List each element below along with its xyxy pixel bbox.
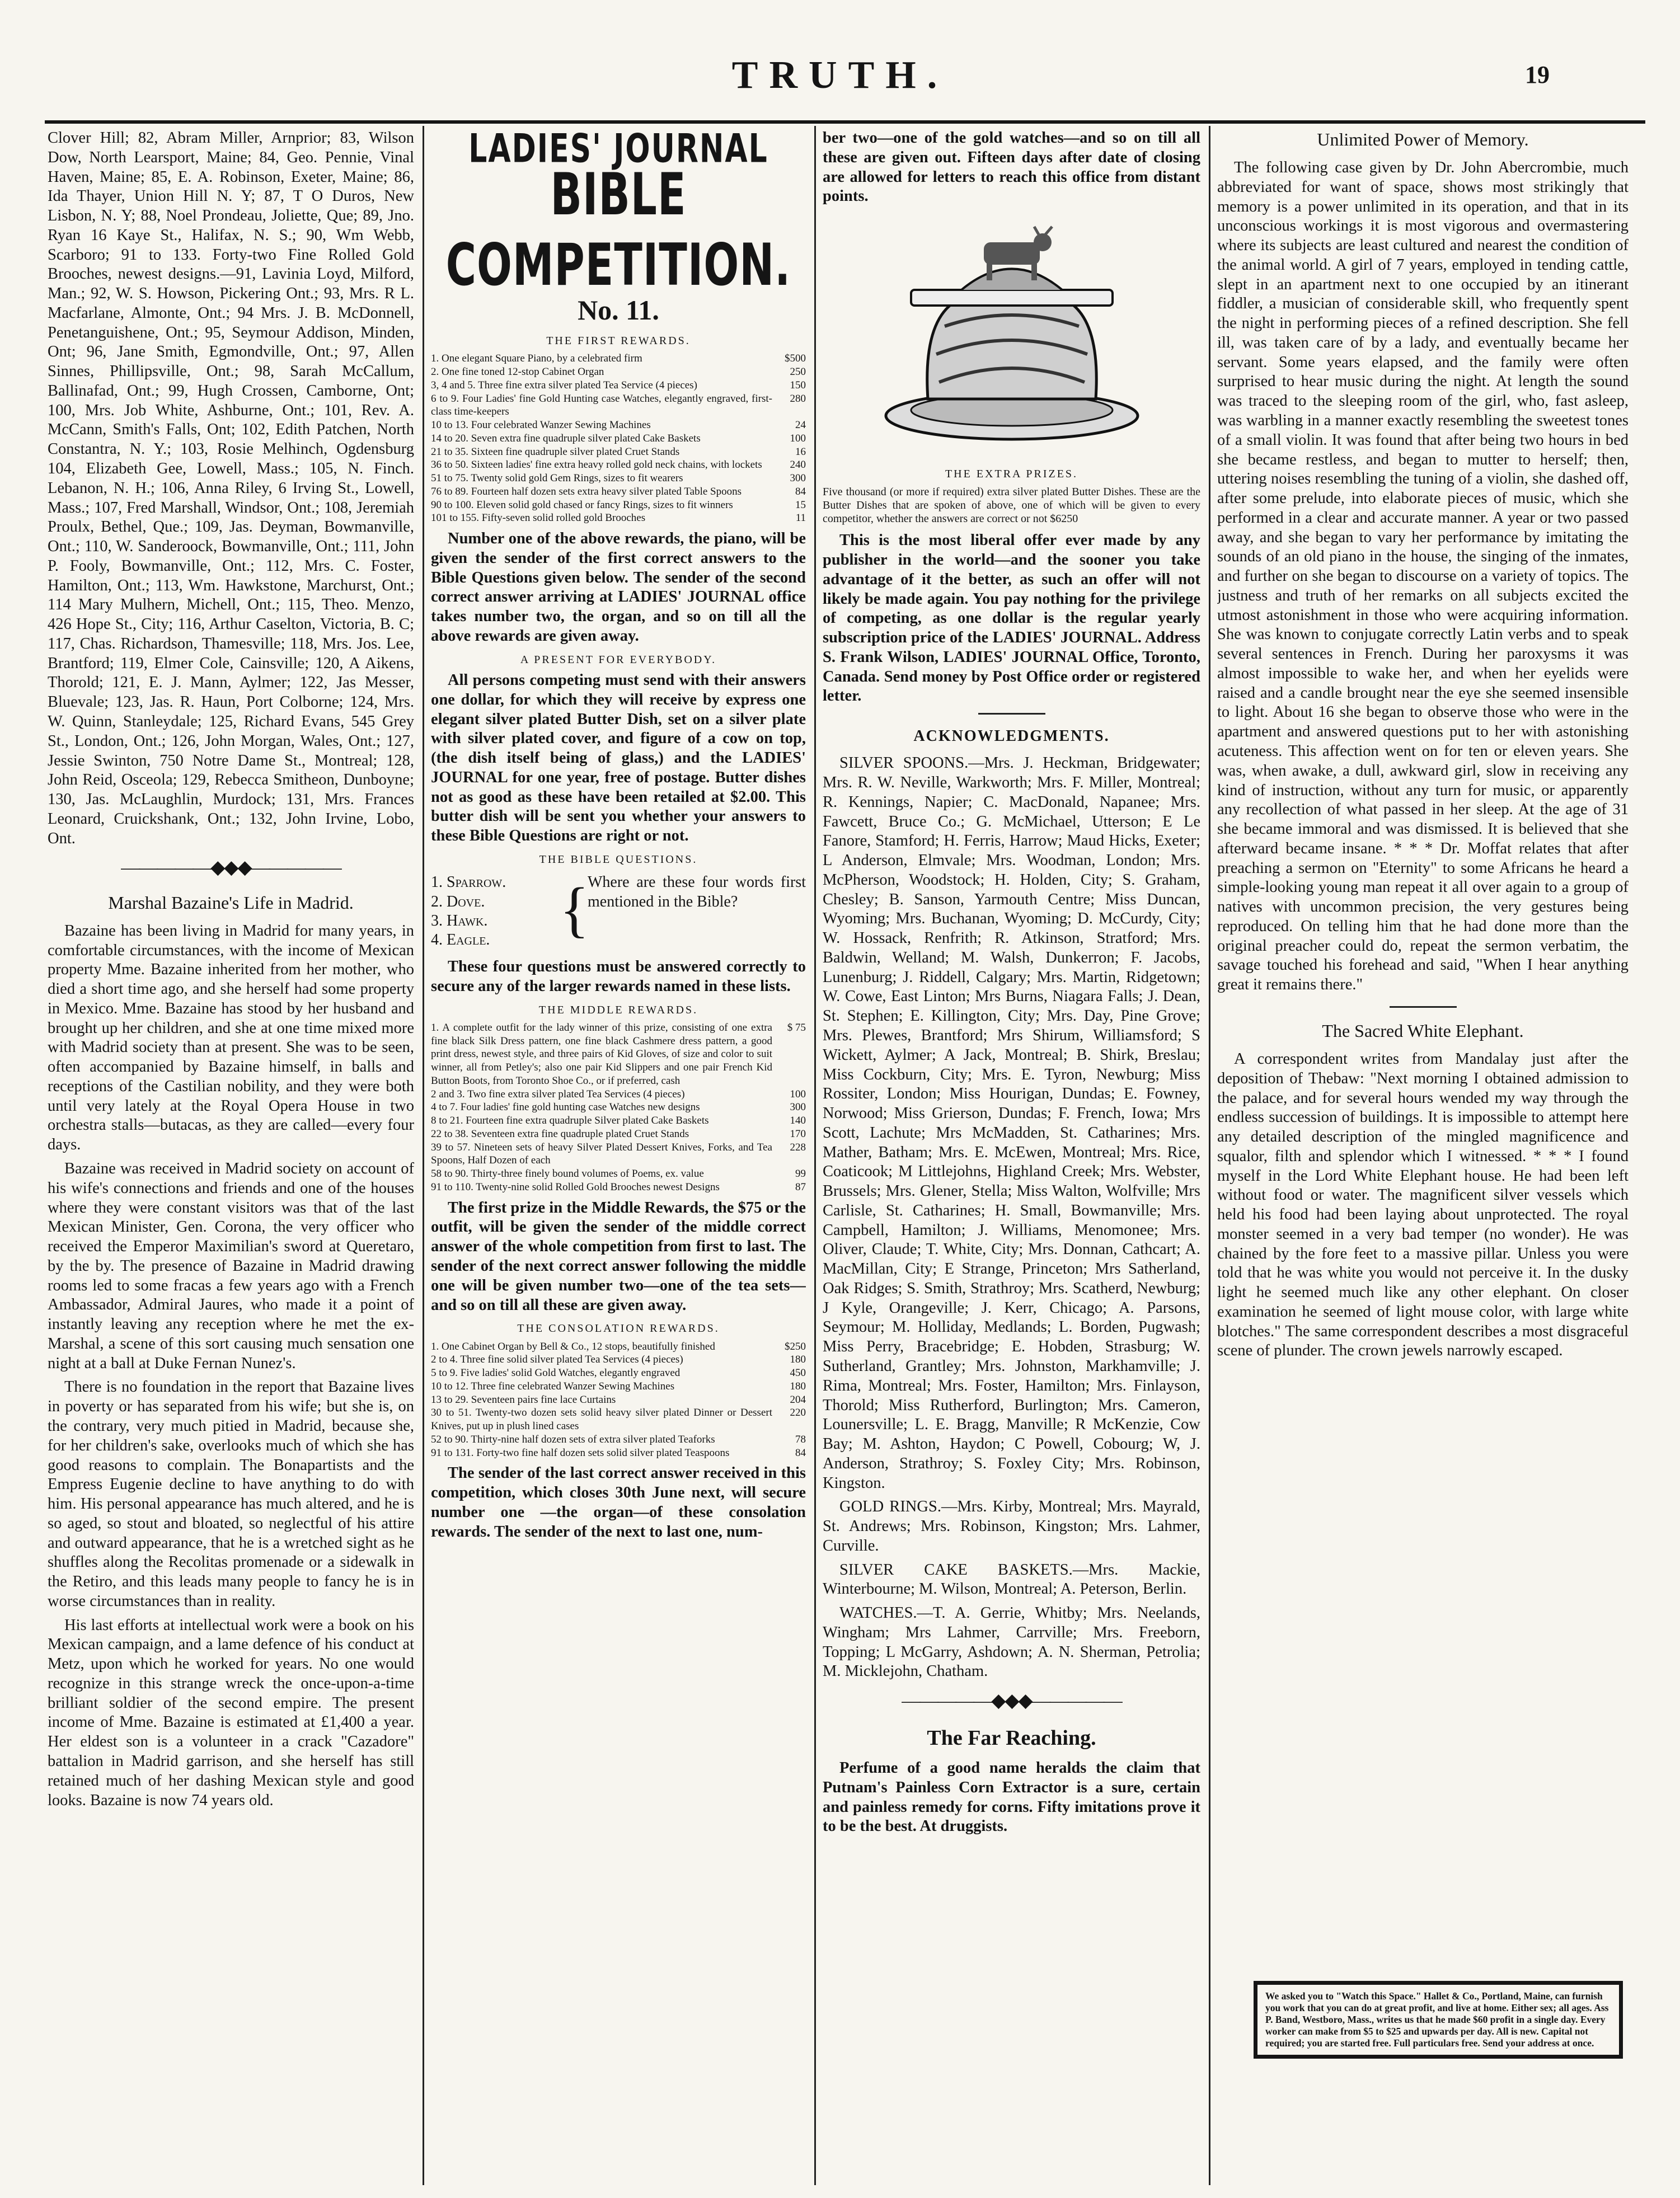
reward-row: 3, 4 and 5. Three fine extra silver plated Tea Service (4 pieces) 150 bbox=[431, 379, 806, 391]
reward-row: 2. One fine toned 12-stop Cabinet Organ 250 bbox=[431, 366, 806, 378]
question-item: 2. Dove. bbox=[431, 893, 485, 910]
white-elephant-heading: The Sacred White Elephant. bbox=[1322, 1020, 1524, 1041]
brace-glyph: { bbox=[560, 875, 589, 944]
reward-row: 90 to 100. Eleven solid gold chased or fancy Rings, sizes to fit winners 15 bbox=[431, 499, 806, 511]
consolation-rewards-list bbox=[431, 1340, 806, 1460]
middle-rewards-heading: THE MIDDLE REWARDS. bbox=[538, 1003, 698, 1016]
reward-row: 4 to 7. Four ladies' fine gold hunting case Watches new designs 300 bbox=[431, 1101, 806, 1114]
extra-prizes-heading: THE EXTRA PRIZES. bbox=[945, 467, 1078, 480]
middle-rewards-list bbox=[431, 1021, 806, 1194]
masthead-title: TRUTH. bbox=[731, 54, 949, 97]
acknowledgments-watches: WATCHES.—T. A. Gerrie, Whitby; Mrs. Neelands, Wingham; Mrs Lahmer, Carrville; Mrs. Freeborn, Topping; L McGarry, Ashdown; A. N. Sherman, Petrolia; M. Micklejohn, Chatham. bbox=[823, 1604, 1200, 1680]
reward-row: 52 to 90. Thirty-nine half dozen sets of extra silver plated Teaforks 78 bbox=[431, 1433, 806, 1445]
reward-row: 2 to 4. Three fine solid silver plated Tea Services (4 pieces) 180 bbox=[431, 1354, 806, 1366]
paragraph: All persons competing must send with their answers one dollar, for which they will receive by express one elegant silver plated Butter Dish, set on a silver plate with silver plated cover, and figure of a cow on top, (the dish itself being of glass,) and the LADIES' JOURNAL for one year, free of postage. Butter dishes not as good as these have been retailed at $2.00. This butter dish will be sent you whether your answers to these Bible Questions are right or not. bbox=[431, 671, 806, 845]
reward-row: 1. One elegant Square Piano, by a celebrated firm $500 bbox=[431, 353, 806, 365]
acknowledgments-rings: GOLD RINGS.—Mrs. Kirby, Montreal; Mrs. Mayrald, St. Andrews; Mrs. Robinson, Kingston; Mrs. Lahmer, Curville. bbox=[823, 1498, 1200, 1554]
reward-row: 91 to 131. Forty-two fine half dozen sets solid silver plated Teaspoons 84 bbox=[431, 1446, 806, 1459]
page-number: 19 bbox=[1525, 61, 1550, 88]
paragraph: Bazaine was received in Madrid society on account of his wife's connections and friends and one of the houses where they were constant visitors was that of the last Mexican Minister, Gen. Corona, the very officer who received the Emperor Maximilian's sword at Queretaro, by the by. The presence of Bazaine in Madrid drawing rooms led to some fracas a few years ago with a French Ambassador, Admiral Jaures, who made it a point of instantly leaving any reception where he met the ex-Marshal, a scene of this sort causing much sensation one night at a ball at Duke Fernan Nunez's. bbox=[48, 1160, 414, 1372]
paragraph: This is the most liberal offer ever made by any publisher in the world—and the sooner you take advantage of it the better, as such an offer will not likely be made again. You pay nothing for the privilege of competing, as one dollar is the regular yearly subscription price of the LADIES' JOURNAL. Address S. Frank Wilson, LADIES' JOURNAL Office, Toronto, Canada. Send money by Post Office order or registered letter. bbox=[823, 532, 1200, 705]
paragraph: These four questions must be answered correctly to secure any of the larger rewards named in these lists. bbox=[431, 958, 806, 995]
reward-row: 13 to 29. Seventeen pairs fine lace Curtains 204 bbox=[431, 1393, 806, 1406]
reward-row: 1. A complete outfit for the lady winner of this prize, consisting of one extra fine black Silk Dress pattern, one fine black Cashmere dress pattern, a good print dress, newest style, and three pairs of Kid Gloves, of size and color to suit winner, all from Petley's; also one pair Kid Slippers and one pair French Kid Button Boots, from Toronto Shoe Co., or if preferred, cash $ 75 bbox=[431, 1021, 806, 1087]
reward-row: 39 to 57. Nineteen sets of heavy Silver Plated Dessert Knives, Forks, and Tea Spoons, Half Dozen of each 228 bbox=[431, 1141, 806, 1167]
paragraph: His last efforts at intellectual work were a book on his Mexican campaign, and a lame defence of his conduct at Metz, upon which he worked for years. No one would recognize in this strange wreck the once-upon-a-time brilliant soldier of the second empire. The present income of Mme. Bazaine is estimated at £1,400 a year. Her eldest son is a volunteer in a crack "Cazadore" battalion in Madrid garrison, and she herself has still retained much of her dashing Mexican style and good looks. Bazaine is now 74 years old. bbox=[48, 1616, 414, 1809]
question-item: 4. Eagle. bbox=[431, 931, 490, 948]
ornament-divider: —————◆◆◆————— bbox=[902, 1690, 1121, 1712]
memory-heading: Unlimited Power of Memory. bbox=[1317, 129, 1529, 149]
reward-row: 10 to 13. Four celebrated Wanzer Sewing Machines 24 bbox=[431, 419, 806, 431]
reward-row: 14 to 20. Seven extra fine quadruple silver plated Cake Baskets 100 bbox=[431, 432, 806, 444]
reward-row: 21 to 35. Sixteen fine quadruple silver plated Cruet Stands 16 bbox=[431, 445, 806, 458]
reward-row: 5 to 9. Five ladies' solid Gold Watches, elegantly engraved 450 bbox=[431, 1367, 806, 1379]
paragraph: The sender of the last correct answer received in this competition, which closes 30th June next, will secure number one —the organ—of these consolation rewards. The sender of the next to last one, num- bbox=[431, 1464, 806, 1541]
reward-row: 2 and 3. Two fine extra silver plated Tea Services (4 pieces) 100 bbox=[431, 1088, 806, 1100]
image-caption: Five thousand (or more if required) extra silver plated Butter Dishes. These are the Butter Dishes that are spoken of above, one of which will be given to every competitor, whether the answers are correct or not $6250 bbox=[823, 486, 1200, 525]
acknowledgments-heading: ACKNOWLEDGMENTS. bbox=[913, 727, 1110, 745]
paragraph: Number one of the above rewards, the piano, will be given the sender of the first correct answers to the Bible Questions given below. The sender of the second correct answer arriving at LADIES' JOURNAL office takes number two, the organ, and so on till all the above rewards are given away. bbox=[431, 530, 806, 645]
paragraph: A correspondent writes from Mandalay just after the deposition of Thebaw: "Next morning I obtained admission to the palace, and for several hours wended my way through the endless succession of buildings. It is impossible to attempt here any detailed description of the mingled magnificence and squalor, filth and splendor which I witnessed. * * * I found myself in the Lord White Elephant house. He had been left without food or water. The magnificent silver vessels which held his food had been laying about unprotected. The royal monster seemed in a very bad temper (no wonder). He was chained by the fore feet to a massive pillar. Unless you were told that he was white you would not perceive it. In the dusky light he seemed much like any other elephant. On closer examination he seemed of light mouse color, with large white blotches." The same correspondent describes a most disgraceful scene of plunder. The crown jewels narrowly escaped. bbox=[1217, 1050, 1629, 1360]
competition-title-line2: BIBLE COMPETITION. bbox=[445, 161, 791, 299]
prize-winners-list: Clover Hill; 82, Abram Miller, Arnprior; 83, Wilson Dow, North Learsport, Maine; 84, Geo. Pennie, Vinal Haven, Maine; 85, E. A. Robinson, Exeter, Maine; 86, Ida Thayer, Union Hill N. Y; 87, T O Duros, New Lisbon, N. Y; 88, Noel Prondeau, Joliette, Que; 89, Jno. Ryan 16 Kaye St., Halifax, N. S.; 90, Wm Webb, Scarboro; 91 to 133. Forty-two Fine Rolled Gold Brooches, newest designs.—91, Lavinia Loyd, Milford, Man.; 92, W. S. Howson, Pickering Ont.; 93, Mrs. R L. Macfarlane, Almonte, Ont.; 94 Mrs. J. B. McDonnell, Penetanguishene, Ont.; 95, Seymour Addison, Minden, Ont; 96, Jane Smith, Egmondville, Ont.; 97, Allen Sinnes, Phillipsville, Ont.; 98, Sarah McCallum, Ballinafad, Ont.; 99, Hugh Crossen, Camborne, Ont; 100, Mrs. Job White, Ashburne, Ont.; 101, Rev. A. McCann, Smith's Falls, Ont; 102, Edith Patchen, North Constantra, N. Y.; 103, Rosie Melhinch, Ogdensburg 104, Elizabeth Gee, Lowell, Mass.; 105, N. Finch. Lebanon, N. H.; 106, Anna Riley, 6 Irving St., Lowell, Mass.; 107, Fred Marshall, Windsor, Ont.; 108, Jeremiah Proulx, Bethel, Que.; 109, Jas. Deyman, Bowmanville, Ont.; 110, W. Sanderoock, Bowmanville, Ont.; 111, John P. Fooly, Bowmanville, Ont.; 112, Mrs. C. Foster, Hamilton, Ont.; 113, Wm. Hawkstone, Marchurst, Ont.; 114 Mary Mulhern, Michell, Ont.; 115, Theo. Menzo, 426 Hope St., City; 116, Arthur Caselton, Victoria, B. C; 117, Chas. Richardson, Thamesville; 118, Mrs. Jos. Lee, Brantford; 119, Elmer Cole, Cainsville; 120, A Aikens, Thorold; 121, E. J. Mann, Aylmer; 122, Jas Messer, Bluevale; 123, Jas. R. Haun, Port Colborne; 124, Mrs. W. Quinn, Stanleydale; 125, Richard Evans, 545 Grey St., London, Ont.; 126, John Morgan, Wales, Ont.; 127, Jessie Swinton, 750 Notre Dame St., Montreal; 128, John Reid, Osceola; 129, Rebecca Smitheon, Dunboyne; 130, Jas. McLaughlin, Murdock; 131, Mrs. Frances Leonard, Cruickshank, Ont.; 132, John Irvine, Lobo, Ont. bbox=[48, 129, 414, 847]
paragraph: Bazaine has been living in Madrid for many years, in comfortable circumstances, with the income of Mexican property Mme. Bazaine inherited from her mother, who died a short time ago, and she herself had some property in Mexico. Mme. Bazaine has stood by her husband and brought up her children, and she at one time mixed more with Madrid society than at present. She was to be seen, often accompanied by Bazaine himself, in balls and receptions of the Castilian nobility, and they were both until very lately at the Royal Opera House in two orchestra stalls—butacas, as they are called—every four days. bbox=[48, 922, 414, 1154]
reward-row: 10 to 12. Three fine celebrated Wanzer Sewing Machines 180 bbox=[431, 1380, 806, 1392]
consolation-rewards-heading: THE CONSOLATION REWARDS. bbox=[517, 1322, 720, 1335]
reward-row: 6 to 9. Four Ladies' fine Gold Hunting case Watches, elegantly engraved, first-class time-keepers 280 bbox=[431, 392, 806, 418]
column-4 bbox=[1217, 129, 1629, 1975]
reward-row: 76 to 89. Fourteen half dozen sets extra heavy silver plated Table Spoons 84 bbox=[431, 485, 806, 497]
reward-row: 91 to 110. Twenty-nine solid Rolled Gold Brooches newest Designs 87 bbox=[431, 1181, 806, 1193]
paragraph: Perfume of a good name heralds the claim that Putnam's Painless Corn Extractor is a sure, certain and painless remedy for corns. Fifty imitations prove it to be the best. At druggists. bbox=[823, 1759, 1200, 1835]
reward-row: 51 to 75. Twenty solid gold Gem Rings, sizes to fit wearers 300 bbox=[431, 472, 806, 485]
questions-heading: THE BIBLE QUESTIONS. bbox=[539, 853, 698, 866]
reward-row: 101 to 155. Fifty-seven solid rolled gold Brooches 11 bbox=[431, 512, 806, 524]
butter-dish-icon bbox=[877, 214, 1146, 455]
competition-title-line1: LADIES' JOURNAL bbox=[468, 129, 768, 172]
column-divider bbox=[1209, 126, 1210, 2185]
column-3 bbox=[823, 129, 1200, 2177]
first-rewards-list bbox=[431, 352, 806, 525]
column-divider bbox=[423, 126, 424, 2185]
column-divider bbox=[814, 126, 816, 2185]
paragraph: The first prize in the Middle Rewards, the $75 or the outfit, will be given the sender of the middle correct answer of the whole competition from first to last. The sender of the next correct answer following the middle one will be given number two—one of the tea sets—and so on till all these are given away. bbox=[431, 1199, 806, 1314]
question-item: 1. Sparrow. bbox=[431, 873, 506, 891]
paragraph: There is no foundation in the report that Bazaine lives in poverty or has separated from his wife; but she is, on the contrary, very much pitied in Madrid, because she, for her children's sake, overlooks much of which she has good reasons to complain. The Bonapartists and the Empress Eugenie decline to have anything to do with him. His personal appearance has much altered, and he is so aged, so stout and bloated, so neglectful of his attire and outward appearance, that he is a wretched sight as he shuffles along the Recolitas promenade or a sidewalk in the Retiro, and this leads many people to fancy he is in worse circumstances than in reality. bbox=[48, 1378, 414, 1610]
header-rule bbox=[45, 120, 1645, 124]
reward-row: 22 to 38. Seventeen extra fine quadruple plated Cruet Stands 170 bbox=[431, 1128, 806, 1140]
reward-row: 58 to 90. Thirty-three finely bound volumes of Poems, ex. value 99 bbox=[431, 1168, 806, 1180]
first-rewards-heading: THE FIRST REWARDS. bbox=[546, 334, 691, 347]
question-text: Where are these four words first mentioned in the Bible? bbox=[588, 873, 806, 910]
bible-questions bbox=[431, 873, 806, 950]
acknowledgments-cake-baskets: SILVER CAKE BASKETS.—Mrs. Mackie, Winterbourne; M. Wilson, Montreal; A. Peterson, Berlin. bbox=[823, 1561, 1200, 1598]
present-heading: A PRESENT FOR EVERYBODY. bbox=[520, 653, 717, 666]
reward-row: 8 to 21. Fourteen fine extra quadruple Silver plated Cake Baskets 140 bbox=[431, 1115, 806, 1127]
competition-number: No. 11. bbox=[578, 294, 659, 326]
divider bbox=[978, 713, 1045, 715]
paragraph: ber two—one of the gold watches—and so on till all these are given out. Fifteen days after date of closing are allowed for letters to reach this office from distant points. bbox=[823, 129, 1200, 205]
column-2 bbox=[431, 129, 806, 2177]
butter-dish-illustration bbox=[823, 214, 1200, 461]
article-title-bazaine: Marshal Bazaine's Life in Madrid. bbox=[108, 892, 354, 913]
reward-row: 36 to 50. Sixteen ladies' fine extra heavy rolled gold neck chains, with lockets 240 bbox=[431, 459, 806, 471]
ornament-divider: —————◆◆◆————— bbox=[121, 857, 341, 879]
paragraph: The following case given by Dr. John Abercrombie, much abbreviated for want of space, shows most strikingly that memory is a power unlimited in its operation, and that in its unconscious workings it is most vigorous and overmastering where its subjects are least cultured and nearest the condition of the animal world. A girl of 7 years, employed in tending cattle, slept in an apartment next to one occupied by an itinerant fiddler, a musician of considerable skill, who frequently spent the night in performing pieces of a refined description. She fell ill, was taken care of by a lady, and eventually became her servant. Some years elapsed, and the family were often surprised to hear music during the night. At length the sound was traced to the sleeping room of the girl, who, fast asleep, was warbling in a manner exactly resembling the sweetest tones of a small violin. It was found that after being two hours in bed she became restless, and began to mutter to herself; then, uttering noises resembling the tuning of a violin, she dashed off, after some prelude, into elaborate pieces of music, which she performed in a clear and accurate manner. A year or two passed away, and she began to vary her performance by imitating the sounds of an old piano in the house, the singing of the inmates, and further on she began to discourse on a variety of topics. The justness and truth of her remarks on all subjects excited the utmost astonishment in those who were acquiring information. She was known to conjugate correctly Latin verbs and to speak several sentences in French. During her paroxysms it was almost impossible to wake her, and when her eyelids were raised and a candle brought near the eye she seemed insensible to light. About 16 she began to observe those who were in the apartment and answered questions put to her with astonishing acuteness. This affection went on for ten or eleven years. She was, when awake, a dull, awkward girl, slow in receiving any kind of instruction, without any turn for music, or apparently any recollection of what passed in her sleep. At the age of 31 she became immoral and was dismissed. It is believed that she afterward became insane. * * * Dr. Moffat relates that after preaching a sermon on "Eternity" to some Africans he heard a simple-looking young man repeat it all over again to a group of natives with uncommon precision, the very gestures being reproduced. On telling him that he had done more than the original preacher could do, repeat the sermon verbatim, the savage touched his forehead and said, "When I hear anything great it remains there." bbox=[1217, 159, 1629, 994]
advertisement-box: We asked you to "Watch this Space." Hallet & Co., Portland, Maine, can furnish you work that you can do at great profit, and live at home. Either sex; all ages. Ass P. Band, Westboro, Mass., writes us that he made $60 profit in a single day. Every worker can make from $5 to $25 and upwards per day. All is new. Capital not required; you are started free. Full particulars free. Send your address at once. bbox=[1254, 1981, 1623, 2059]
acknowledgments-text: SILVER SPOONS.—Mrs. J. Heckman, Bridgewater; Mrs. R. W. Neville, Warkworth; Mrs. F. Miller, Montreal; R. Kennings, Napier; C. MacDonald, Napanee; Mrs. Fawcett, Bruce Co.; G. McMichael, Utterson; E Le Fanore, Stamford; H. Ferris, Harrow; Maud Hicks, Exeter; L Anderson, Elmvale; Mrs. Woodman, London; Mrs. McPherson, Woodstock; H. Holden, City; S. Graham, Chesley; B. Sanson, Yarmouth Centre; Miss Duncan, Wyoming; Mrs. Buchanan, Wyoming; D. McCurdy, City; W. Hossack, Renfrith; R. Atkinson, Stratford; Mrs. Baldwin, Welland; M. Walsh, Dunkerron; F. Jacobs, Lunenburg; J. Riddell, Calgary; Mrs. Martin, Ridgetown; W. Cowe, East Linton; Mrs Burns, Niagara Falls; J. Dean, St. Stephen; E. Killington, City; Mrs. Day, Pine Grove; Mrs. Plewes, Brantford; Mrs Shirum, Williamsford; S Wickett, Aylmer; A Jack, Montreal; B. Shirk, Breslau; Miss Cockburn, City; Mrs. E. Tyron, Newburg; Miss Rossiter, London; Miss Hourigan, Dundas; E. Fowney, Norwood; Miss Grierson, Dundas; F. French, Iowa; Mrs Scott, Lachute; Mrs McMadden, St. Catharines; Mrs. Mather, Batham; Mrs. E. McEwen, Montreal; Mrs. Rice, Coaticook; M Littlejohns, Highland Creek; Mrs. Webster, Brussels; Mrs. Glener, Stella; Miss Walton, Wolfville; Mrs Carlisle, St. Catharines; H. Small, Bowmanville; Mrs. Campbell, Hamilton; J. Williams, Menomonee; Mrs. Oliver, Claude; T. White, City; Mrs. Donnan, Cathcart; A. MacMillan, City; E Strange, Princeton; Mrs Satherland, Oak Ridges; S. Smith, Strathroy; Mrs. Scatherd, Newburg; J Kyle, Orangeville; J. Kerr, Chicago; A. Parsons, Seymour; M. Holliday, Medlands; L. Borden, Pugwash; Miss Perry, Bracebridge; E. Hobden, Strasburg; W. Sutherland, Grantley; Mrs. Johnston, Markhamville; J. Rima, Montreal; Mrs. Foster, Hamilton; Mrs. Finlayson, Thorold; Miss Rutherford, Burlington; Mrs. Cameron, Lounersville; L. E. Bragg, Manville; R McKenzie, Cow Bay; M. Ashton, Haydon; C Powell, Cobourg; W, J. Anderson, Strathroy; S. Foxley City; Mrs. Robinson, Kingston. bbox=[823, 754, 1200, 1492]
divider bbox=[1390, 1006, 1457, 1008]
far-reaching-heading: The Far Reaching. bbox=[927, 1726, 1096, 1750]
reward-row: 30 to 51. Twenty-two dozen sets solid heavy silver plated Dinner or Dessert Knives, put up in plush lined cases 220 bbox=[431, 1407, 806, 1433]
question-list bbox=[431, 873, 560, 950]
column-1 bbox=[48, 129, 414, 2177]
question-item: 3. Hawk. bbox=[431, 912, 488, 929]
reward-row: 1. One Cabinet Organ by Bell & Co., 12 stops, beautifully finished $250 bbox=[431, 1340, 806, 1352]
